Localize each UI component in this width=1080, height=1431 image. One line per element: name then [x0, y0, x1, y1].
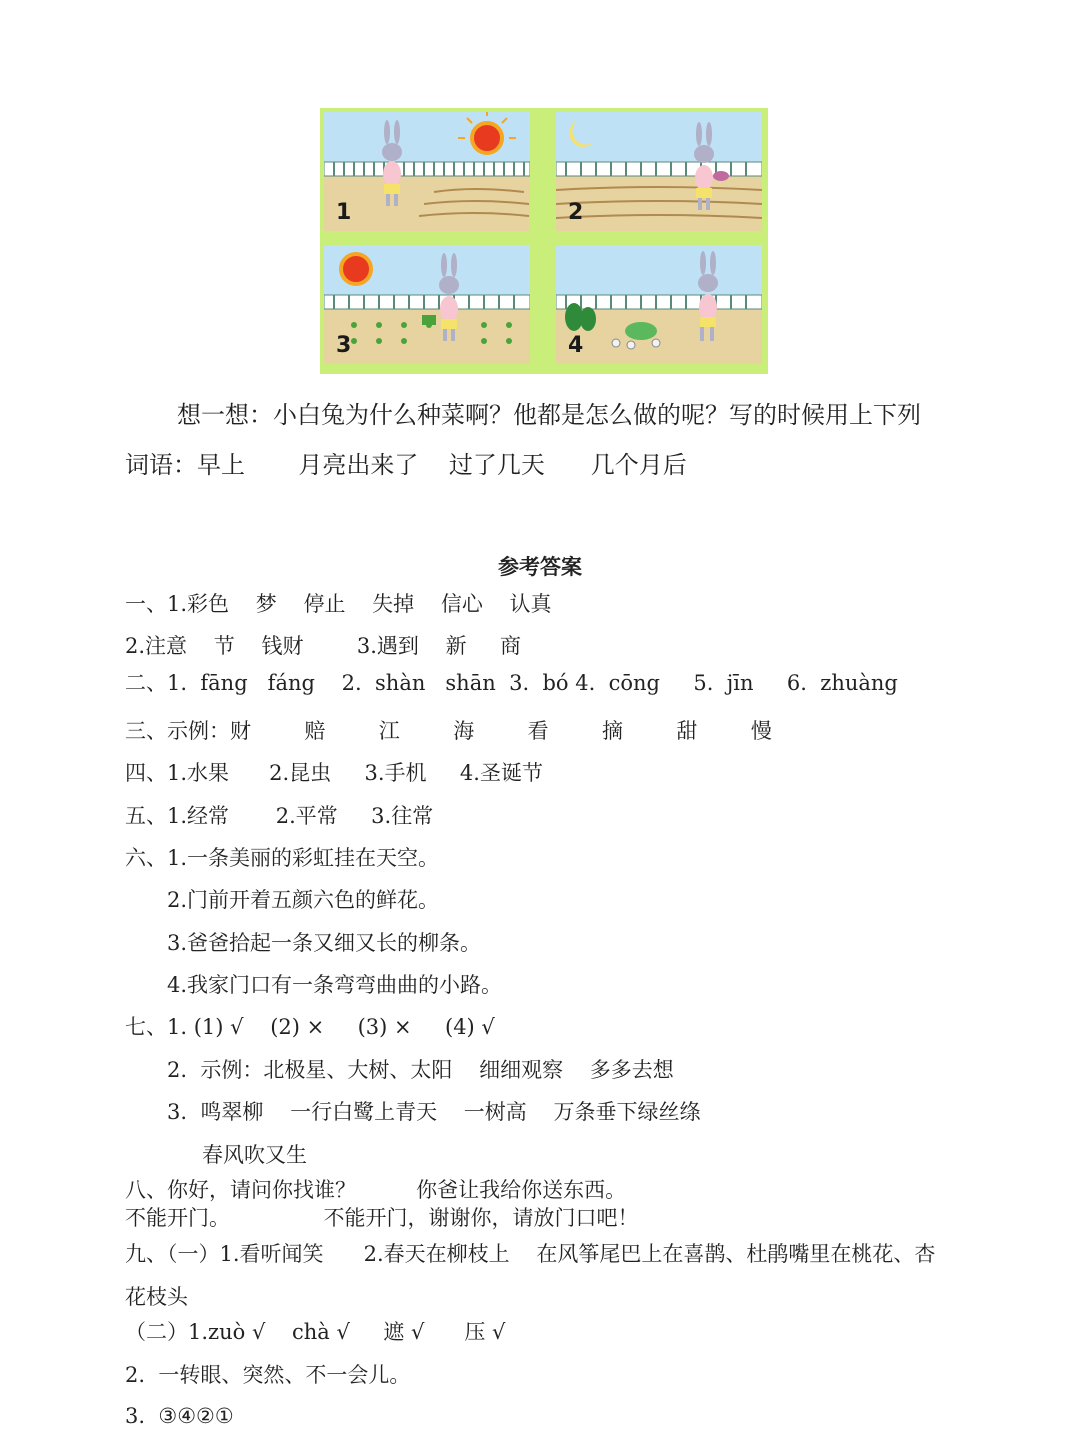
answer-line: 3. 鸣翠柳 一行白鹭上青天 一树高 万条垂下绿丝绦	[167, 1100, 701, 1124]
answer-line: 五、1.经常 2.平常 3.往常	[125, 804, 434, 828]
answer-line: 八、你好，请问你找谁？ 你爸让我给你送东西。	[125, 1178, 627, 1202]
panel-number: 1	[336, 200, 352, 225]
answer-line: 四、1.水果 2.昆虫 3.手机 4.圣诞节	[125, 761, 543, 785]
panel-1	[324, 112, 530, 231]
answer-line: 三、示例：财 赔 江 海 看 摘 甜 慢	[125, 719, 772, 743]
panel-number: 2	[568, 200, 584, 225]
answer-line: 春风吹又生	[202, 1143, 307, 1167]
answer-line: 2.注意 节 钱财 3.遇到 新 商	[125, 634, 521, 658]
answer-line: （二）1.zuò √ chà √ 遮 √ 压 √	[125, 1320, 506, 1344]
answer-line: 2. 示例：北极星、大树、太阳 细细观察 多多去想	[167, 1058, 674, 1082]
answer-line: 一、1.彩色 梦 停止 失掉 信心 认真	[125, 592, 552, 616]
answer-line: 3.爸爸拾起一条又细又长的柳条。	[167, 931, 482, 955]
answer-line: 花枝头	[125, 1285, 188, 1309]
illustration	[320, 108, 768, 374]
panel-4	[556, 245, 762, 364]
answer-line: 4.我家门口有一条弯弯曲曲的小路。	[167, 973, 503, 997]
answer-line: 二、1. fāng fáng 2. shàn shān 3. bó 4. cōng 5. jīn 6. zhuàng	[125, 671, 898, 695]
answer-line: 2. 一转眼、突然、不一会儿。	[125, 1363, 411, 1387]
answers-title: 参考答案	[498, 554, 582, 579]
panel-number: 4	[568, 333, 584, 358]
prompt-line-2: 词语：早上 月亮出来了 过了几天 几个月后	[125, 451, 687, 479]
answer-line: 九、（一）1.看听闻笑 2.春天在柳枝上 在风筝尾巴上在喜鹊、杜鹃嘴里在桃花、杏	[125, 1242, 936, 1266]
panel-number: 3	[336, 333, 352, 358]
panel-3	[324, 245, 530, 364]
answer-line: 六、1.一条美丽的彩虹挂在天空。	[125, 846, 440, 870]
answer-line: 七、1. (1) √ (2) × (3) × (4) √	[125, 1015, 495, 1039]
answer-line: 3. ③④②①	[125, 1404, 234, 1428]
panel-2	[556, 112, 762, 231]
answer-line: 不能开门。 不能开门，谢谢你，请放门口吧！	[125, 1206, 639, 1230]
prompt-line-1: 想一想：小白兔为什么种菜啊？他都是怎么做的呢？写的时候用上下列	[177, 401, 921, 429]
answer-line: 2.门前开着五颜六色的鲜花。	[167, 888, 440, 912]
